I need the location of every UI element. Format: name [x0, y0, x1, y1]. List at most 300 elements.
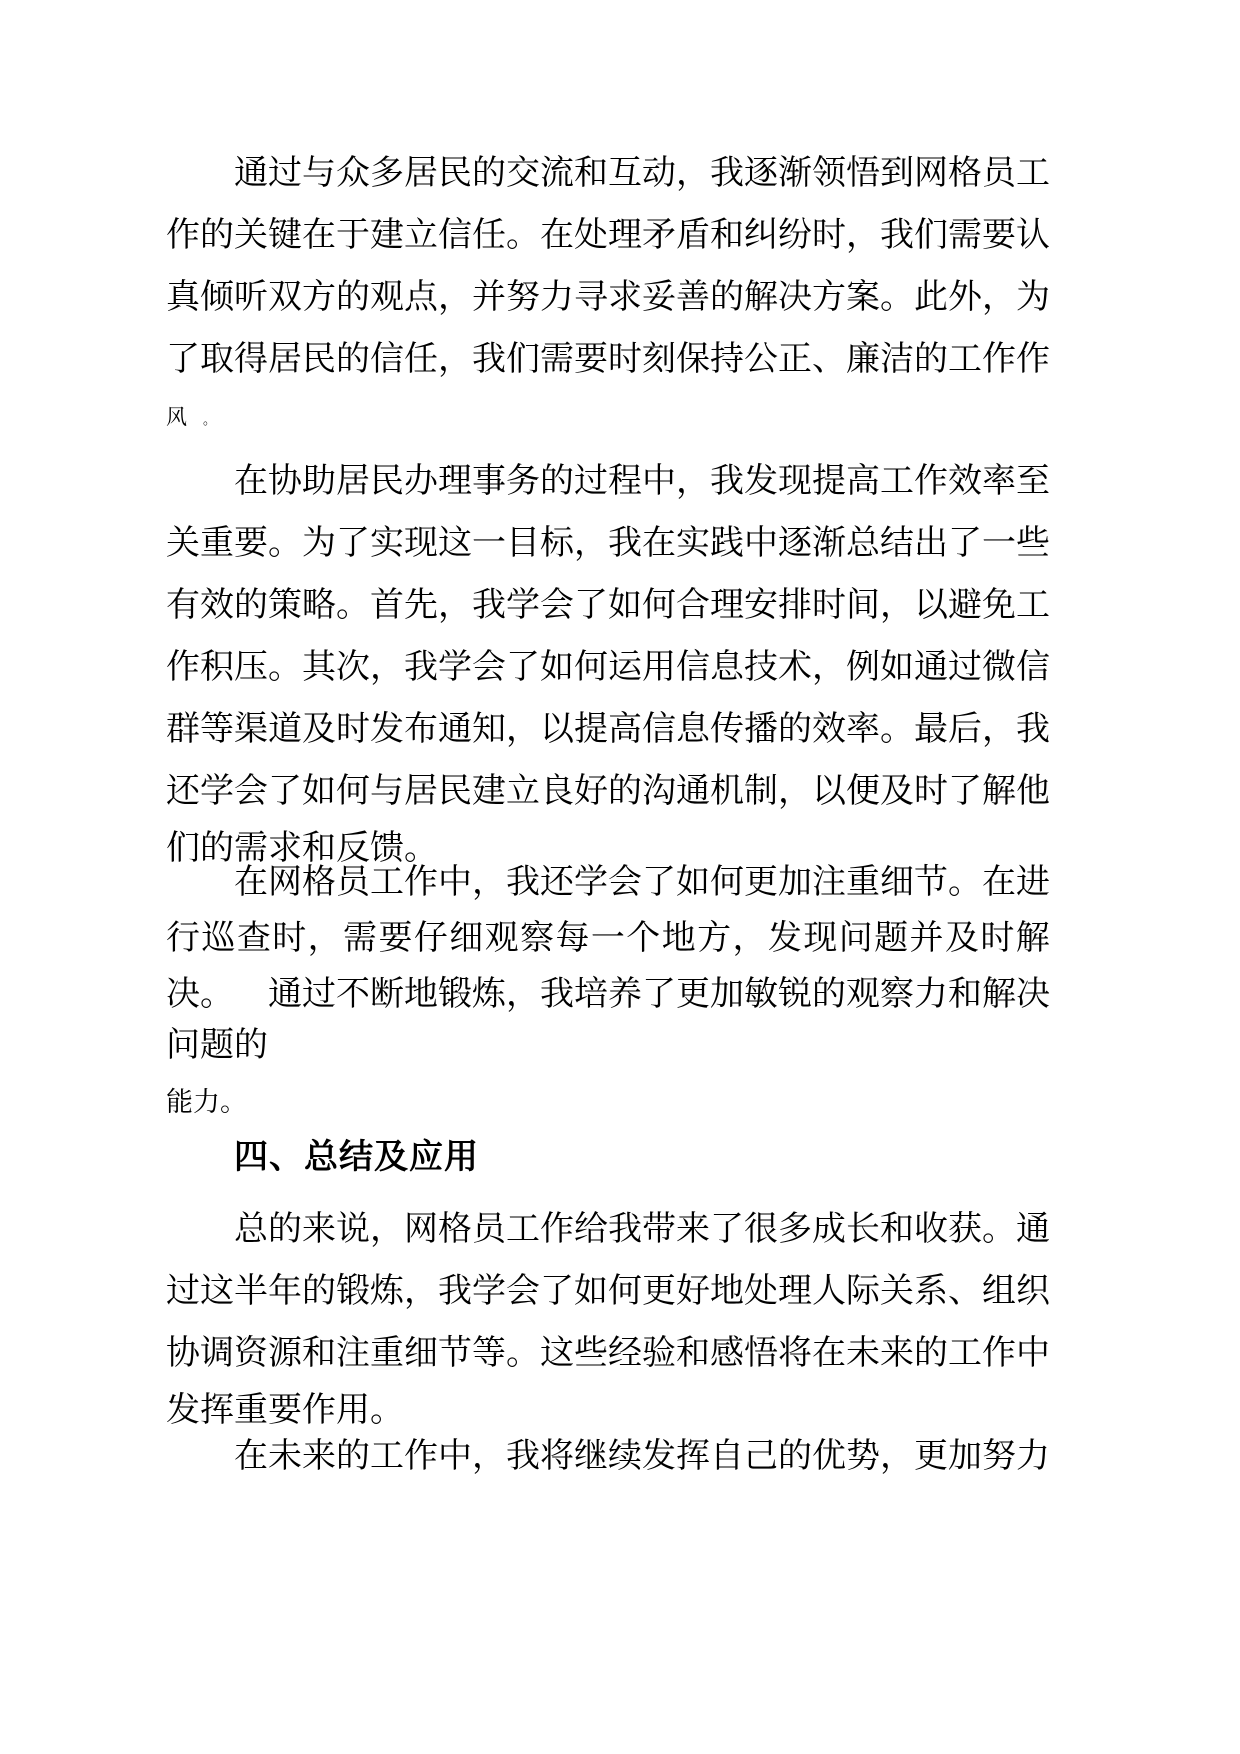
glyph: 巡 — [201, 919, 236, 957]
glyph: 好 — [676, 1272, 710, 1310]
glyph: 出 — [914, 524, 948, 562]
glyph: 了 — [336, 524, 370, 562]
glyph: 经 — [608, 1334, 642, 1372]
text-line — [166, 1318, 1050, 1380]
glyph: ， — [370, 648, 404, 686]
glyph: 的 — [914, 1334, 948, 1372]
glyph: 持 — [710, 340, 744, 378]
glyph: 工 — [948, 1334, 982, 1372]
text-line — [166, 508, 1050, 570]
glyph: 息 — [710, 648, 744, 686]
paragraph — [166, 850, 1050, 1130]
glyph: 案 — [846, 278, 880, 316]
text-line — [166, 962, 1050, 1018]
glyph: 在 — [234, 462, 268, 500]
glyph: 现 — [778, 462, 812, 500]
glyph: 压 — [234, 648, 268, 686]
glyph: 源 — [268, 1334, 302, 1372]
glyph: 会 — [234, 772, 268, 810]
glyph: 需 — [343, 919, 378, 957]
text-line — [166, 138, 1050, 200]
glyph: 会 — [608, 863, 642, 901]
glyph: 我 — [880, 216, 914, 254]
glyph: 查 — [236, 919, 271, 957]
glyph: 要 — [982, 216, 1016, 254]
glyph: 通 — [676, 772, 710, 810]
glyph: 的 — [336, 340, 370, 378]
glyph: 要 — [234, 524, 268, 562]
glyph: 来 — [302, 1210, 336, 1248]
glyph: 细 — [880, 863, 914, 901]
glyph: 公 — [744, 340, 778, 378]
glyph: 不 — [336, 975, 370, 1013]
glyph: 观 — [846, 975, 880, 1013]
text-run: 在未来的工作中，我将继续发挥自己的优势，更加努力 — [234, 1438, 1050, 1475]
glyph: 的 — [540, 462, 574, 500]
glyph: 每 — [555, 919, 590, 957]
glyph: 效 — [948, 462, 982, 500]
glyph: 进 — [1016, 863, 1050, 901]
glyph: 和 — [948, 975, 982, 1013]
glyph: 长 — [846, 1210, 880, 1248]
glyph: 细 — [404, 1334, 438, 1372]
glyph: 如 — [676, 863, 710, 901]
glyph: 最 — [914, 710, 948, 748]
glyph: ， — [404, 1272, 438, 1310]
glyph: 理 — [438, 462, 472, 500]
glyph: 这 — [438, 524, 472, 562]
glyph: 渐 — [778, 154, 812, 192]
glyph: 的 — [336, 278, 370, 316]
glyph: ， — [574, 524, 608, 562]
glyph: 行 — [166, 919, 200, 957]
glyph: 努 — [506, 278, 540, 316]
text-line — [166, 694, 1050, 756]
glyph: 会 — [540, 586, 574, 624]
glyph: 的 — [234, 586, 268, 624]
glyph: 务 — [506, 462, 540, 500]
glyph: 率 — [846, 710, 880, 748]
text-line — [166, 446, 1050, 508]
glyph: 一 — [472, 524, 506, 562]
glyph: 助 — [302, 462, 336, 500]
glyph: 细 — [449, 919, 484, 957]
glyph: 会 — [506, 1272, 540, 1310]
glyph: 与 — [302, 154, 336, 192]
glyph: 察 — [520, 919, 555, 957]
glyph: 我 — [438, 1272, 472, 1310]
glyph: 地 — [710, 1272, 744, 1310]
glyph: 如 — [880, 648, 914, 686]
glyph: 通 — [234, 154, 268, 192]
glyph: 时 — [812, 216, 846, 254]
glyph: 了 — [268, 772, 302, 810]
glyph: 及 — [944, 919, 979, 957]
glyph: 地 — [661, 919, 696, 957]
glyph: 察 — [880, 975, 914, 1013]
glyph: 带 — [642, 1210, 676, 1248]
glyph: 如 — [302, 772, 336, 810]
glyph: 决 — [1016, 975, 1050, 1013]
glyph: 网 — [404, 1210, 438, 1248]
glyph: 此 — [914, 278, 948, 316]
section-heading — [166, 1126, 1050, 1188]
glyph: 年 — [268, 1272, 302, 1310]
glyph: ， — [438, 340, 472, 378]
glyph: ， — [982, 278, 1016, 316]
glyph: 在 — [642, 524, 676, 562]
glyph: 并 — [472, 278, 506, 316]
glyph: 间 — [846, 586, 880, 624]
glyph: 微 — [982, 648, 1016, 686]
glyph: 策 — [268, 586, 302, 624]
glyph: 解 — [744, 278, 778, 316]
glyph: 了 — [506, 648, 540, 686]
glyph: 学 — [472, 1272, 506, 1310]
glyph: 办 — [404, 462, 438, 500]
glyph: 了 — [540, 1272, 574, 1310]
paragraph — [166, 1426, 1050, 1488]
glyph: 作 — [982, 340, 1016, 378]
glyph: 验 — [642, 1334, 676, 1372]
glyph: 一 — [590, 919, 625, 957]
glyph: 信 — [370, 340, 404, 378]
glyph: 解 — [982, 975, 1016, 1013]
glyph: 重 — [846, 863, 880, 901]
glyph: 给 — [574, 1210, 608, 1248]
glyph: 在 — [812, 1334, 846, 1372]
glyph: 感 — [710, 1334, 744, 1372]
glyph: 的 — [302, 1272, 336, 1310]
glyph: 这 — [540, 1334, 574, 1372]
text-line — [166, 200, 1050, 262]
glyph: 我 — [1016, 710, 1050, 748]
glyph: 和 — [710, 216, 744, 254]
glyph: 织 — [1016, 1272, 1050, 1310]
glyph: 。 — [336, 586, 370, 624]
text-line — [166, 386, 1050, 448]
glyph: 获 — [948, 1210, 982, 1248]
glyph: 立 — [404, 216, 438, 254]
glyph: 取 — [200, 340, 234, 378]
glyph: 在 — [302, 216, 336, 254]
glyph: ， — [812, 648, 846, 686]
glyph: 立 — [506, 772, 540, 810]
glyph: 机 — [710, 772, 744, 810]
glyph: 我 — [608, 1210, 642, 1248]
paragraph — [166, 1194, 1050, 1442]
glyph: 作 — [540, 1210, 574, 1248]
glyph: 关 — [880, 1272, 914, 1310]
glyph: 加 — [710, 975, 744, 1013]
glyph: 民 — [438, 772, 472, 810]
glyph: 听 — [234, 278, 268, 316]
glyph: 传 — [710, 710, 744, 748]
glyph: 锻 — [438, 975, 472, 1013]
glyph: 员 — [472, 1210, 506, 1248]
glyph: 、 — [812, 340, 846, 378]
glyph: 任 — [404, 340, 438, 378]
glyph: 与 — [370, 772, 404, 810]
glyph: 成 — [812, 1210, 846, 1248]
glyph: 收 — [914, 1210, 948, 1248]
glyph: 工 — [880, 462, 914, 500]
glyph: 来 — [880, 1334, 914, 1372]
text-line — [166, 1074, 1050, 1130]
glyph: 系 — [914, 1272, 948, 1310]
glyph: 处 — [574, 216, 608, 254]
glyph: 未 — [846, 1334, 880, 1372]
glyph: 工 — [1016, 586, 1050, 624]
glyph: 敏 — [744, 975, 778, 1013]
glyph: 了 — [166, 340, 200, 378]
glyph: 渐 — [812, 524, 846, 562]
glyph: 更 — [676, 975, 710, 1013]
glyph: 合 — [676, 586, 710, 624]
glyph: 格 — [948, 154, 982, 192]
glyph: 及 — [302, 710, 336, 748]
glyph: 逐 — [744, 154, 778, 192]
glyph: 关 — [166, 524, 200, 562]
glyph: 地 — [404, 975, 438, 1013]
glyph: 炼 — [472, 975, 506, 1013]
glyph: 的 — [268, 1210, 302, 1248]
glyph: 信 — [438, 216, 472, 254]
glyph: 善 — [676, 278, 710, 316]
glyph: 我 — [710, 154, 744, 192]
glyph: 我 — [710, 462, 744, 500]
text-line — [166, 324, 1050, 386]
glyph: 处 — [744, 1272, 778, 1310]
glyph: 建 — [472, 772, 506, 810]
heading-line — [166, 1126, 1050, 1188]
glyph: 观 — [370, 278, 404, 316]
glyph: 发 — [370, 710, 404, 748]
glyph: 工 — [948, 340, 982, 378]
glyph: 协 — [268, 462, 302, 500]
glyph: 这 — [200, 1272, 234, 1310]
glyph: 用 — [642, 648, 676, 686]
glyph: 践 — [710, 524, 744, 562]
glyph: 正 — [778, 340, 812, 378]
glyph: 悟 — [846, 154, 880, 192]
glyph: 至 — [1016, 462, 1050, 500]
glyph: 民 — [370, 462, 404, 500]
glyph: 沟 — [642, 772, 676, 810]
glyph: 总 — [846, 524, 880, 562]
glyph: 等 — [200, 710, 234, 748]
glyph — [234, 966, 268, 1015]
glyph: 在 — [234, 863, 268, 901]
glyph: 先 — [404, 586, 438, 624]
glyph: 何 — [574, 648, 608, 686]
glyph: 技 — [744, 648, 778, 686]
glyph: 的 — [200, 216, 234, 254]
glyph: 理 — [710, 586, 744, 624]
glyph: 率 — [982, 462, 1016, 500]
glyph: 时 — [608, 340, 642, 378]
glyph: 众 — [336, 154, 370, 192]
glyph: 及 — [880, 772, 914, 810]
glyph: 。 — [506, 1334, 540, 1372]
glyph: 总 — [234, 1210, 268, 1248]
glyph: 方 — [812, 278, 846, 316]
glyph: 格 — [438, 1210, 472, 1248]
glyph: 人 — [812, 1272, 846, 1310]
glyph: 作 — [1016, 340, 1050, 378]
text-run: 能力。 — [166, 1087, 247, 1117]
glyph: 通 — [1016, 1210, 1050, 1248]
glyph: 首 — [370, 586, 404, 624]
glyph: 。 — [268, 524, 302, 562]
glyph: 们 — [506, 340, 540, 378]
glyph: ， — [846, 216, 880, 254]
glyph: 刻 — [642, 340, 676, 378]
glyph: 有 — [166, 586, 200, 624]
glyph: 到 — [880, 154, 914, 192]
glyph: 实 — [676, 524, 710, 562]
glyph: 力 — [540, 278, 574, 316]
glyph: 洁 — [880, 340, 914, 378]
glyph: 安 — [744, 586, 778, 624]
glyph: 得 — [234, 340, 268, 378]
glyph: 流 — [540, 154, 574, 192]
text-run: 四、总结及应用 — [234, 1138, 479, 1176]
glyph: 作 — [914, 462, 948, 500]
glyph: 我 — [608, 524, 642, 562]
glyph: 了 — [642, 975, 676, 1013]
glyph: 其 — [302, 648, 336, 686]
text-line — [166, 1426, 1050, 1488]
text-run: 问题的 — [166, 1027, 268, 1064]
text-line — [166, 570, 1050, 632]
glyph: 求 — [608, 278, 642, 316]
glyph: ， — [370, 1210, 404, 1248]
glyph: 方 — [302, 278, 336, 316]
glyph: 注 — [812, 863, 846, 901]
glyph: 居 — [404, 154, 438, 192]
glyph: 网 — [914, 154, 948, 192]
glyph: 良 — [540, 772, 574, 810]
glyph: 。 — [880, 278, 914, 316]
glyph: 等 — [472, 1334, 506, 1372]
glyph: 工 — [1016, 154, 1050, 192]
glyph: 例 — [846, 648, 880, 686]
glyph: 逐 — [778, 524, 812, 562]
glyph: 廉 — [846, 340, 880, 378]
glyph: 我 — [472, 340, 506, 378]
glyph: 播 — [744, 710, 778, 748]
glyph: 真 — [166, 278, 200, 316]
glyph: 过 — [302, 975, 336, 1013]
glyph: 锻 — [336, 1272, 370, 1310]
glyph: 我 — [404, 648, 438, 686]
glyph: 外 — [948, 278, 982, 316]
glyph: 解 — [982, 772, 1016, 810]
glyph: 倾 — [200, 278, 234, 316]
glyph: 了 — [574, 586, 608, 624]
glyph: ， — [732, 919, 767, 957]
glyph: 了 — [948, 772, 982, 810]
glyph: 。 — [506, 216, 540, 254]
glyph: 断 — [370, 975, 404, 1013]
glyph: 重 — [200, 524, 234, 562]
glyph: 以 — [540, 710, 574, 748]
glyph: 仔 — [413, 919, 448, 957]
glyph: 需 — [540, 340, 574, 378]
glyph: 以 — [914, 586, 948, 624]
glyph: 群 — [166, 710, 200, 748]
glyph: 养 — [608, 975, 642, 1013]
text-line — [166, 1194, 1050, 1256]
glyph: 还 — [166, 772, 200, 810]
glyph: 动 — [642, 154, 676, 192]
glyph: 方 — [697, 919, 732, 957]
glyph: ， — [506, 975, 540, 1013]
glyph: 锐 — [778, 975, 812, 1013]
glyph: 将 — [778, 1334, 812, 1372]
glyph: 我 — [540, 975, 574, 1013]
glyph: 理 — [778, 1272, 812, 1310]
glyph: ， — [506, 710, 540, 748]
glyph: 要 — [378, 919, 413, 957]
glyph: 们 — [914, 216, 948, 254]
glyph: 我 — [472, 586, 506, 624]
glyph: 实 — [370, 524, 404, 562]
glyph: 妥 — [642, 278, 676, 316]
glyph: 信 — [642, 710, 676, 748]
glyph: 员 — [336, 863, 370, 901]
glyph: 我 — [506, 863, 540, 901]
glyph: 排 — [778, 586, 812, 624]
glyph: 。 — [982, 1210, 1016, 1248]
glyph: 多 — [370, 154, 404, 192]
glyph: 后 — [948, 710, 982, 748]
glyph: 避 — [948, 586, 982, 624]
glyph: ， — [307, 919, 342, 957]
glyph: 的 — [914, 340, 948, 378]
glyph: 纷 — [778, 216, 812, 254]
glyph: 居 — [268, 340, 302, 378]
glyph: 息 — [676, 710, 710, 748]
glyph: 个 — [626, 919, 661, 957]
glyph: 过 — [268, 154, 302, 192]
glyph: 需 — [948, 216, 982, 254]
glyph: 问 — [838, 919, 873, 957]
glyph: 注 — [336, 1334, 370, 1372]
glyph: 时 — [914, 772, 948, 810]
glyph: 作 — [166, 216, 200, 254]
glyph: 他 — [1016, 772, 1050, 810]
glyph: 学 — [506, 586, 540, 624]
text-run: 发挥重要作用。 — [166, 1392, 404, 1429]
glyph: 现 — [803, 919, 838, 957]
text-run: 风 — [166, 405, 187, 429]
glyph: 时 — [336, 710, 370, 748]
glyph: 理 — [608, 216, 642, 254]
glyph: 好 — [574, 772, 608, 810]
glyph: 居 — [404, 772, 438, 810]
glyph: ， — [778, 772, 812, 810]
glyph: 际 — [846, 1272, 880, 1310]
glyph: 目 — [506, 524, 540, 562]
glyph: 员 — [982, 154, 1016, 192]
glyph: 高 — [846, 462, 880, 500]
glyph: 组 — [982, 1272, 1016, 1310]
glyph: 工 — [506, 1210, 540, 1248]
glyph: 了 — [948, 524, 982, 562]
glyph: 重 — [370, 1334, 404, 1372]
